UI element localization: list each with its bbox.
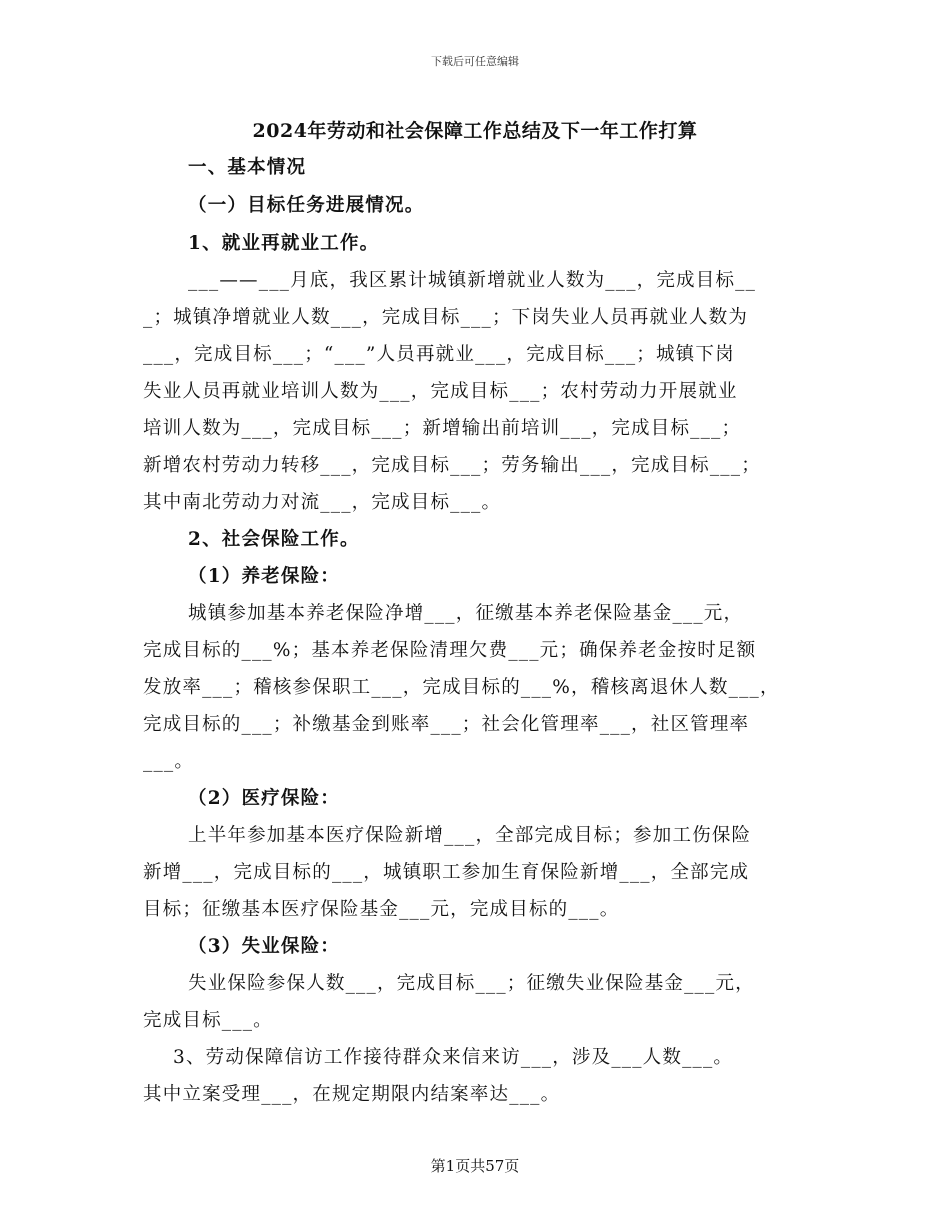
paragraph-line: 完成目标的___；补缴基金到账率___；社会化管理率___，社区管理率 [143,714,750,735]
paragraph-line: ___。 [143,751,195,772]
section-heading: 1、就业再就业工作。 [188,233,380,254]
paragraph-line: 目标；征缴基本医疗保险基金___元，完成目标的___。 [143,899,620,920]
section-heading: （3）失业保险： [188,936,340,957]
paragraph-line: 上半年参加基本医疗保险新增___，全部完成目标；参加工伤保险 [188,825,752,846]
paragraph-line: 其中南北劳动力对流___，完成目标___。 [143,492,502,513]
section-heading: （2）医疗保险： [188,788,340,809]
section-heading: 一、基本情况 [188,157,307,178]
paragraph-line: 其中立案受理___，在规定期限内结案率达___。 [143,1084,561,1105]
paragraph-line: 失业保险参保人数___，完成目标___；征缴失业保险基金___元， [188,973,755,994]
section-heading: 2、社会保险工作。 [188,529,360,550]
paragraph-line: 3、劳动保障信访工作接待群众来信来访___，涉及___人数___。 [173,1047,734,1068]
paragraph-line: 发放率___；稽核参保职工___，完成目标的___%，稽核离退休人数___， [143,677,780,698]
paragraph-line: 完成目标的___%；基本养老保险清理欠费___元；确保养老金按时足额 [143,640,757,661]
paragraph-line: ___——___月底，我区累计城镇新增就业人数为___，完成目标__ [188,270,757,291]
paragraph-line: _；城镇净增就业人数___，完成目标___；下岗失业人员再就业人数为 [143,307,749,328]
paragraph-line: ___，完成目标___；“___”人员再就业___，完成目标___；城镇下岗 [143,344,735,365]
paragraph-line: 城镇参加基本养老保险净增___，征缴基本养老保险基金___元， [188,603,744,624]
header-note: 下载后可任意编辑 [431,55,519,68]
paragraph-line: 失业人员再就业培训人数为___，完成目标___；农村劳动力开展就业 [143,381,738,402]
paragraph-line: 新增___，完成目标的___，城镇职工参加生育保险新增___，全部完成 [143,862,750,883]
page-footer: 第1页共57页 [430,1157,520,1175]
paragraph-line: 完成目标___。 [143,1010,273,1031]
section-heading: （一）目标任务进展情况。 [188,195,425,216]
paragraph-line: 新增农村劳动力转移___，完成目标___；劳务输出___，完成目标___； [143,455,761,476]
document-title: 2024年劳动和社会保障工作总结及下一年工作打算 [252,120,698,142]
paragraph-line: 培训人数为___，完成目标___；新增输出前培训___，完成目标___； [143,418,742,439]
section-heading: （1）养老保险： [188,566,340,587]
